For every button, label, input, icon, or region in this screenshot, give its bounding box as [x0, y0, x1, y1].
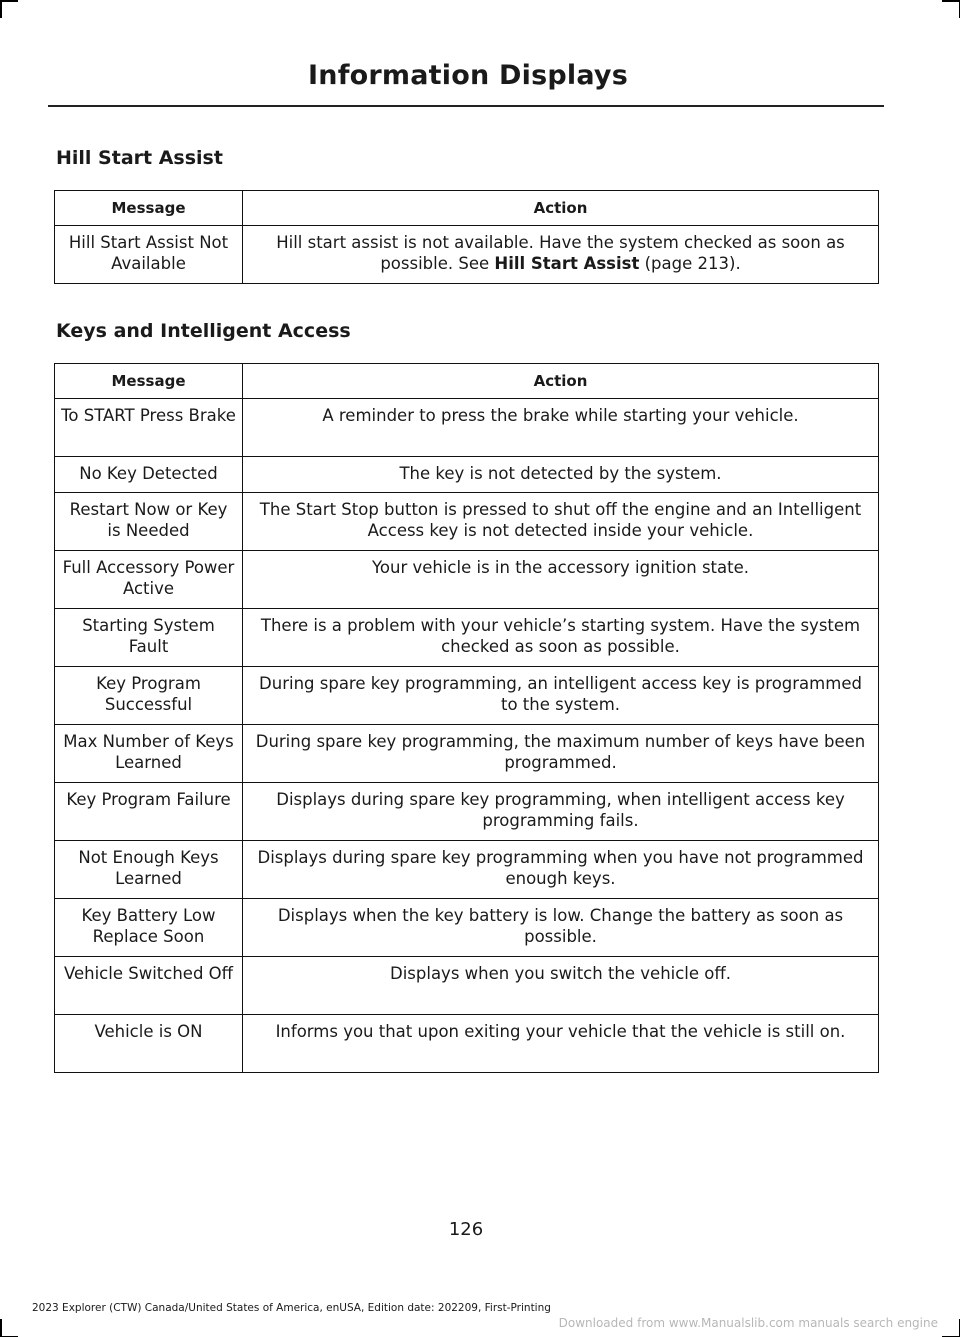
- message-cell: Hill Start Assist Not Available: [55, 226, 243, 284]
- header-divider: [48, 105, 884, 107]
- action-cell: During spare key programming, the maximum number of keys have been programmed.: [243, 725, 879, 783]
- footer-edition-info: 2023 Explorer (CTW) Canada/United States of America, enUSA, Edition date: 202209, First-Printing: [32, 1302, 551, 1314]
- table-row: [55, 841, 879, 899]
- action-page-text: (page 213).: [639, 254, 741, 273]
- action-cell: During spare key programming, an intelligent access key is programmed to the system.: [243, 667, 879, 725]
- table-row: [55, 783, 879, 841]
- action-cell: Informs you that upon exiting your vehicle that the vehicle is still on.: [243, 1015, 879, 1073]
- action-cell: [243, 226, 879, 284]
- watermark-text: Downloaded from www.Manualslib.com manuals search engine: [558, 1316, 938, 1330]
- message-cell: Max Number of Keys Learned: [55, 725, 243, 783]
- crop-mark: [0, 0, 18, 2]
- table-row: [55, 609, 879, 667]
- table-row: [55, 725, 879, 783]
- action-cell: Displays during spare key programming, when intelligent access key programming fails.: [243, 783, 879, 841]
- crop-mark: [0, 1319, 2, 1337]
- keys-intelligent-access-table: [54, 363, 879, 1073]
- action-cell: The key is not detected by the system.: [243, 457, 879, 493]
- hill-start-assist-table: [54, 190, 879, 284]
- message-cell: No Key Detected: [55, 457, 243, 493]
- action-text: Hill start assist is not available. Have the system checked as soon as possible. See: [276, 233, 845, 273]
- column-header-action: Action: [243, 191, 879, 226]
- crop-mark: [0, 0, 2, 18]
- message-cell: Vehicle Switched Off: [55, 957, 243, 1015]
- message-cell: Full Accessory Power Active: [55, 551, 243, 609]
- table-row: [55, 493, 879, 551]
- table-row: [55, 551, 879, 609]
- message-cell: Key Program Successful: [55, 667, 243, 725]
- table-row: [55, 457, 879, 493]
- message-cell: Vehicle is ON: [55, 1015, 243, 1073]
- table-row: [55, 399, 879, 457]
- page-title: Information Displays: [308, 60, 628, 91]
- message-cell: Starting System Fault: [55, 609, 243, 667]
- action-cell: The Start Stop button is pressed to shut off the engine and an Intelligent Access key is not detected inside your vehicle.: [243, 493, 879, 551]
- page-reference-link[interactable]: Hill Start Assist: [494, 254, 640, 273]
- table-row: [55, 899, 879, 957]
- message-cell: Key Battery Low Replace Soon: [55, 899, 243, 957]
- message-cell: Restart Now or Key is Needed: [55, 493, 243, 551]
- action-cell: Displays when the key battery is low. Change the battery as soon as possible.: [243, 899, 879, 957]
- column-header-message: Message: [55, 364, 243, 399]
- column-header-message: Message: [55, 191, 243, 226]
- table-header-row: [55, 364, 879, 399]
- table-row: [55, 957, 879, 1015]
- column-header-action: Action: [243, 364, 879, 399]
- message-cell: Not Enough Keys Learned: [55, 841, 243, 899]
- section-title-hill-start-assist: Hill Start Assist: [56, 147, 223, 169]
- action-cell: A reminder to press the brake while starting your vehicle.: [243, 399, 879, 457]
- section-title-keys-intelligent-access: Keys and Intelligent Access: [56, 320, 351, 342]
- message-cell: To START Press Brake: [55, 399, 243, 457]
- action-cell: There is a problem with your vehicle’s starting system. Have the system checked as soon as possible.: [243, 609, 879, 667]
- action-cell: Displays during spare key programming when you have not programmed enough keys.: [243, 841, 879, 899]
- crop-mark: [942, 0, 960, 2]
- table-row: [55, 226, 879, 284]
- message-cell: Key Program Failure: [55, 783, 243, 841]
- action-cell: Your vehicle is in the accessory ignition state.: [243, 551, 879, 609]
- table-row: [55, 667, 879, 725]
- table-row: [55, 1015, 879, 1073]
- action-cell: Displays when you switch the vehicle off.: [243, 957, 879, 1015]
- page-number: 126: [448, 1219, 484, 1240]
- table-header-row: [55, 191, 879, 226]
